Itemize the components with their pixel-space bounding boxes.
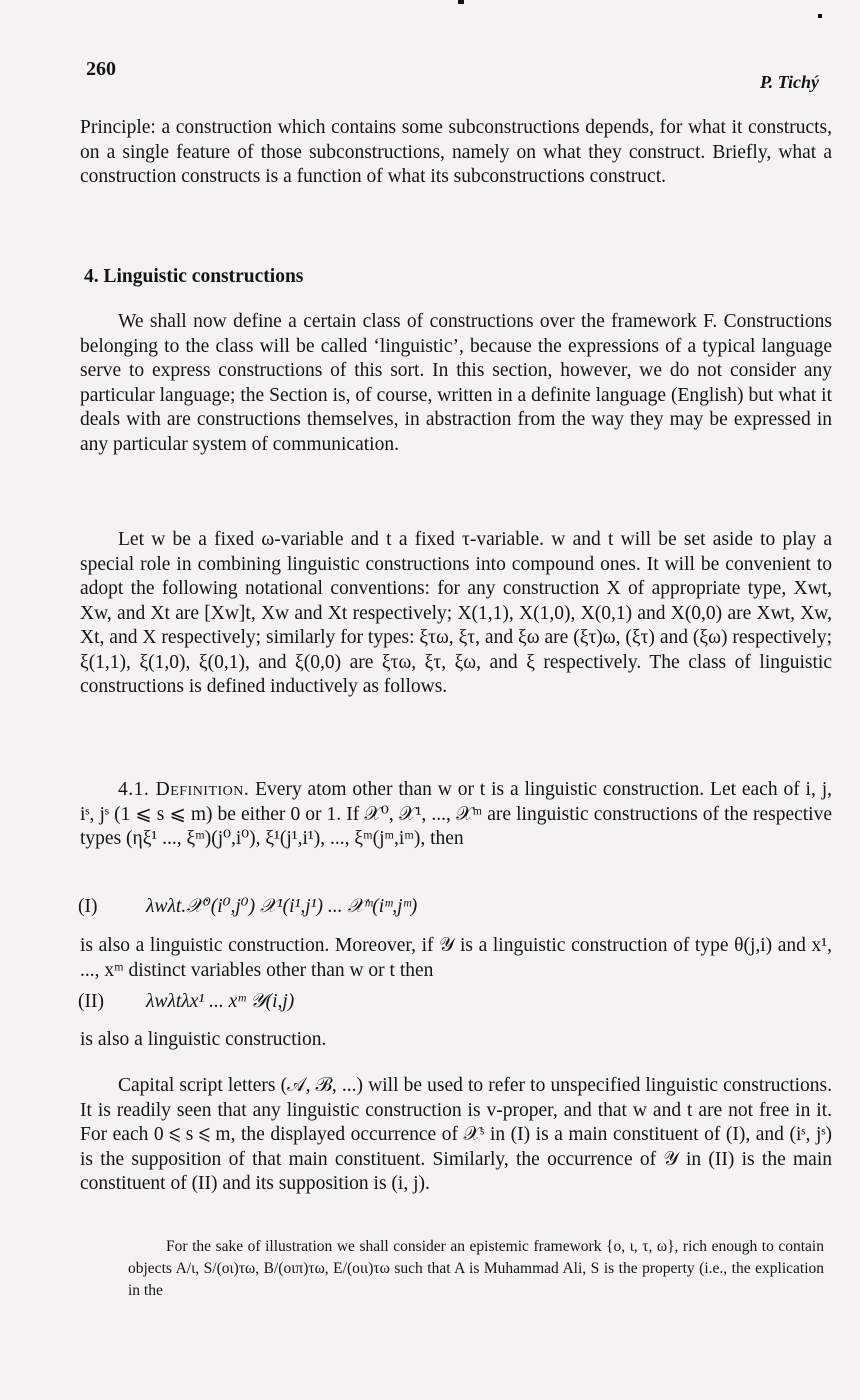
definition-label: 4.1. Definition. (118, 779, 250, 800)
paragraph-after-formula (80, 1028, 832, 1053)
running-head: P. Tichý (760, 72, 819, 92)
paragraph-text: We shall now define a certain class of constructions over the framework F. Constructions belonging to the class will be called ‘linguistic’, because the expressions of a typical language serve to express constructions of this sort. In this section, however, we do not consider any particular language; the Section is, of course, written in a definite language (English) but what it deals with are constructions themselves, in abstraction from the way they may be expressed in any particular system of communication. (80, 311, 832, 455)
paragraph-principle (80, 116, 832, 190)
paragraph-intro (80, 310, 832, 457)
definition (80, 778, 832, 852)
paragraph-text: Capital script letters (𝒜, ℬ, ...) will be used to refer to unspecified linguistic constructions. It is readily seen that any linguistic construction is v-proper, and that w and t are not free in it. For each 0 ⩽ s ⩽ m, the displayed occurrence of 𝒳ˢ in (I) is a main constituent of (I), and (iˢ, jˢ) is the supposition of that main constituent. Similarly, the occurrence of 𝒴 in (II) is the main constituent of (II) and its supposition is (i, j). (80, 1075, 832, 1194)
scan-mark (458, 0, 464, 4)
paragraph-text: Principle: a construction which contains some subconstructions depends, for what it constructs, on a single feature of those subconstructions, namely on what they construct. Briefly, what a construction constructs is a function of what its subconstructions construct. (80, 117, 832, 187)
scan-mark (818, 14, 822, 18)
formula-i (78, 894, 417, 918)
paragraph-text: Let w be a fixed ω-variable and t a fixed τ-variable. w and t will be set aside to play a special role in combining linguistic constructions into compound ones. It will be convenient to adopt the following notational conventions: for any construction X of appropriate type, Xwt, Xw, and Xt are [Xw]t, Xw and Xt respectively; X(1,1), X(1,0), X(0,1) and X(0,0) are Xwt, Xw, Xt, and X respectively; similarly for types: ξτω, ξτ, and ξω are (ξτ)ω, (ξτ) and (ξω) respectively; ξ(1,1), ξ(1,0), ξ(0,1), and ξ(0,0) are ξτω, ξτ, ξω, and ξ respectively. The class of linguistic constructions is defined inductively as follows. (80, 529, 832, 697)
footnote-text: For the sake of illustration we shall consider an epistemic framework {ο, ι, τ, ω}, rich enough to contain objects A/ι, S/(οι)τω, B/(οιπ)τω, E/(οιι)τω such that A is Muhammad Ali, S is the property (i.e., the explication in the (128, 1238, 824, 1299)
definition-paragraph (80, 778, 832, 852)
paragraph-conventions (80, 528, 832, 700)
paragraph-between (80, 934, 832, 983)
formula-label: (II) (78, 991, 104, 1012)
paragraph-text: is also a linguistic construction. Moreover, if 𝒴 is a linguistic construction of type θ(j,i) and x¹, ..., xᵐ distinct variables other than w or t then (80, 935, 832, 981)
section-heading: 4. Linguistic constructions (84, 266, 304, 287)
formula-expression: λwλt.𝒳⁰(i⁰,j⁰) 𝒳¹(i¹,j¹) ... 𝒳ᵐ(iᵐ,jᵐ) (146, 896, 418, 917)
formula-ii (78, 990, 294, 1013)
paragraph-text: is also a linguistic construction. (80, 1029, 327, 1050)
formula-label: (I) (78, 896, 98, 917)
footnote (128, 1236, 824, 1302)
definition-text: Every atom other than w or t is a linguistic construction. Let each of i, j, iˢ, jˢ (1 ⩽ s ⩽ m) be either 0 or 1. If 𝒳⁰, 𝒳¹, ..., 𝒳ᵐ are linguistic constructions of the respective types (ηξ¹ ..., ξᵐ)(j⁰,i⁰), ξ¹(j¹,i¹), ..., ξᵐ(jᵐ,iᵐ), then (80, 779, 832, 849)
formula-expression: λwλtλx¹ ... xᵐ 𝒴(i,j) (146, 991, 295, 1012)
paragraph-capital-letters (80, 1074, 832, 1197)
page-number: 260 (86, 58, 116, 80)
